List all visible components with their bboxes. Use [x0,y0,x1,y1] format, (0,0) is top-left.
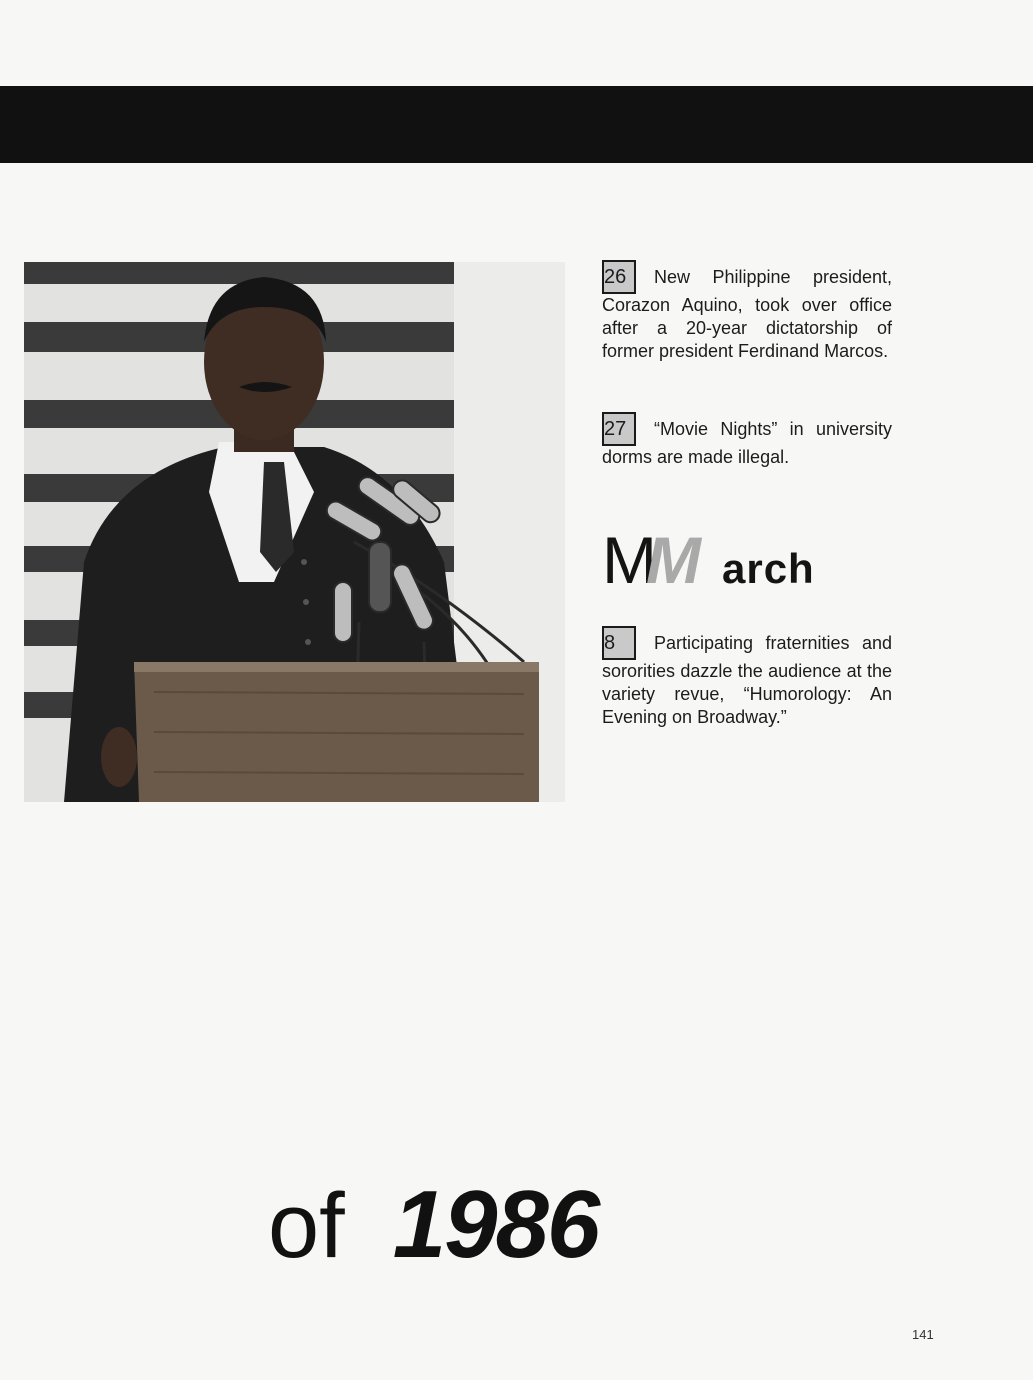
day-number-box: 27 [602,412,636,446]
event-text [602,626,892,729]
event-text [602,412,892,469]
day-number-box: 26 [602,260,636,294]
event-description: New Philippine president, Corazon Aquino, took over office after a 20-year dictatorship of former president Ferdinand Marcos. [602,267,892,361]
event-entry [602,626,892,729]
month-initial-overlay: M [646,523,699,597]
year-title [268,1170,598,1280]
year-prefix: of [268,1175,345,1277]
speaker-photo [24,262,565,802]
month-initial: M [602,523,655,597]
year-number: 1986 [392,1171,599,1278]
event-description: Participating fraternities and sororities dazzle the audience at the variety revue, “Humorology: An Evening on Broadway.” [602,633,892,727]
event-description: “Movie Nights” in university dorms are made illegal. [602,419,892,467]
day-number-box: 8 [602,626,636,660]
event-entry [602,260,892,363]
page-number: 141 [912,1327,934,1342]
month-heading [602,524,902,596]
event-entry [602,412,892,469]
event-text [602,260,892,363]
month-rest: arch [722,545,815,592]
top-black-bar [0,86,1033,163]
